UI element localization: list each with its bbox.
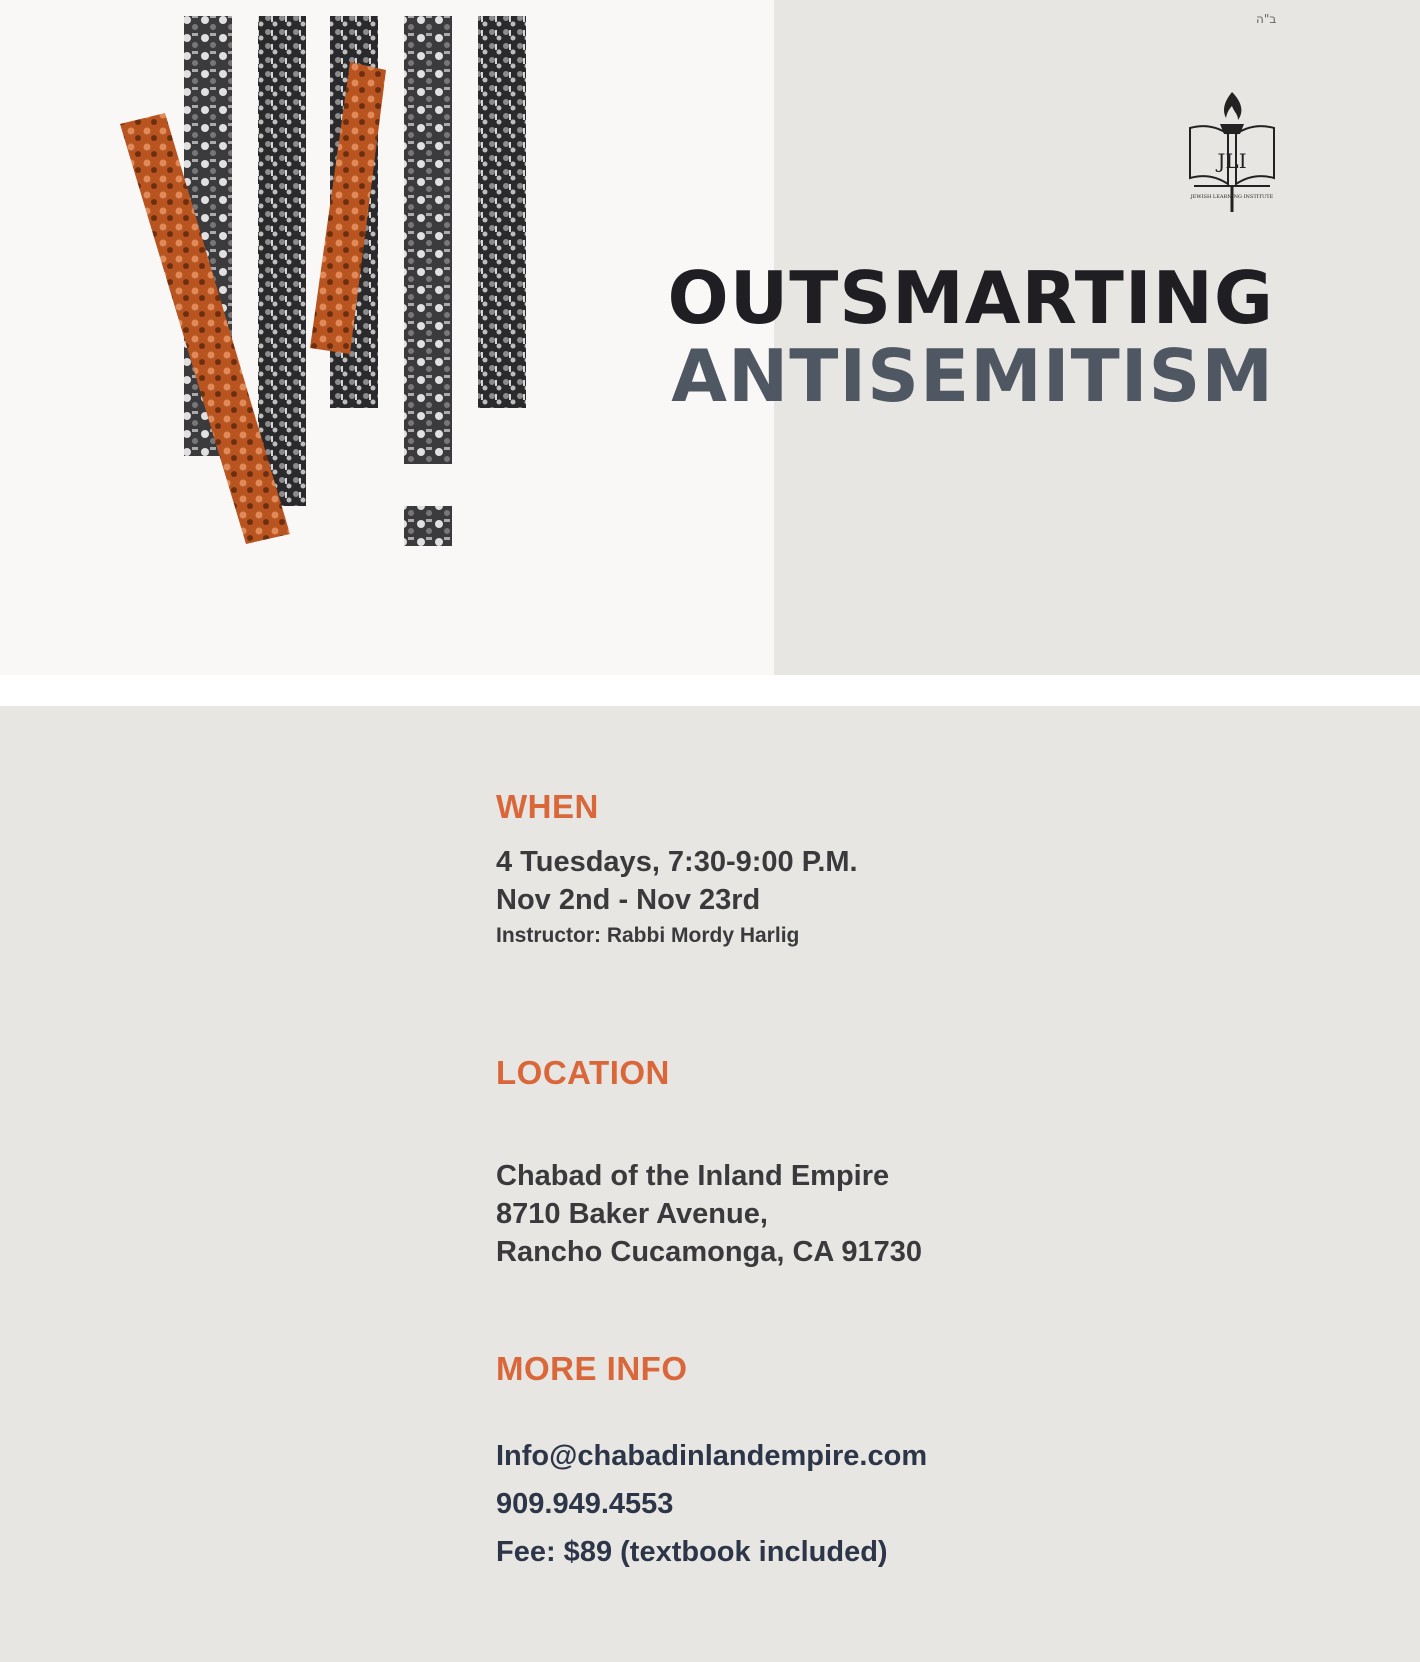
photo-collage — [110, 14, 540, 554]
collage-strip — [478, 16, 526, 408]
location-heading: LOCATION — [496, 1054, 670, 1091]
when-dates: Nov 2nd - Nov 23rd — [496, 884, 761, 916]
more-info-heading: MORE INFO — [496, 1350, 688, 1387]
collage-strip — [404, 16, 452, 464]
logo-letters: JLI — [1217, 149, 1247, 173]
title-line-2: ANTISEMITISM — [671, 334, 1274, 418]
fee-text: Fee: $89 (textbook included) — [496, 1536, 888, 1568]
email-link[interactable]: Info@chabadinlandempire.com — [496, 1440, 928, 1472]
course-title — [614, 256, 1274, 418]
when-heading: WHEN — [496, 788, 599, 825]
phone-link[interactable]: 909.949.4553 — [496, 1488, 674, 1520]
collage-strip — [258, 16, 306, 506]
when-schedule: 4 Tuesdays, 7:30-9:00 P.M. — [496, 846, 858, 878]
hero-banner — [0, 0, 1420, 675]
instructor: Instructor: Rabbi Mordy Harlig — [496, 924, 800, 947]
collage-strip — [404, 506, 452, 546]
title-line-1: OUTSMARTING — [667, 256, 1274, 340]
location-name: Chabad of the Inland Empire — [496, 1160, 890, 1192]
location-street: 8710 Baker Avenue, — [496, 1198, 768, 1230]
course-details — [0, 706, 1420, 1662]
location-city: Rancho Cucamonga, CA 91730 — [496, 1236, 922, 1268]
logo-caption: JEWISH LEARNING INSTITUTE — [1190, 194, 1274, 200]
bh-mark: ב"ה — [1256, 12, 1277, 26]
jli-logo — [1186, 88, 1278, 220]
